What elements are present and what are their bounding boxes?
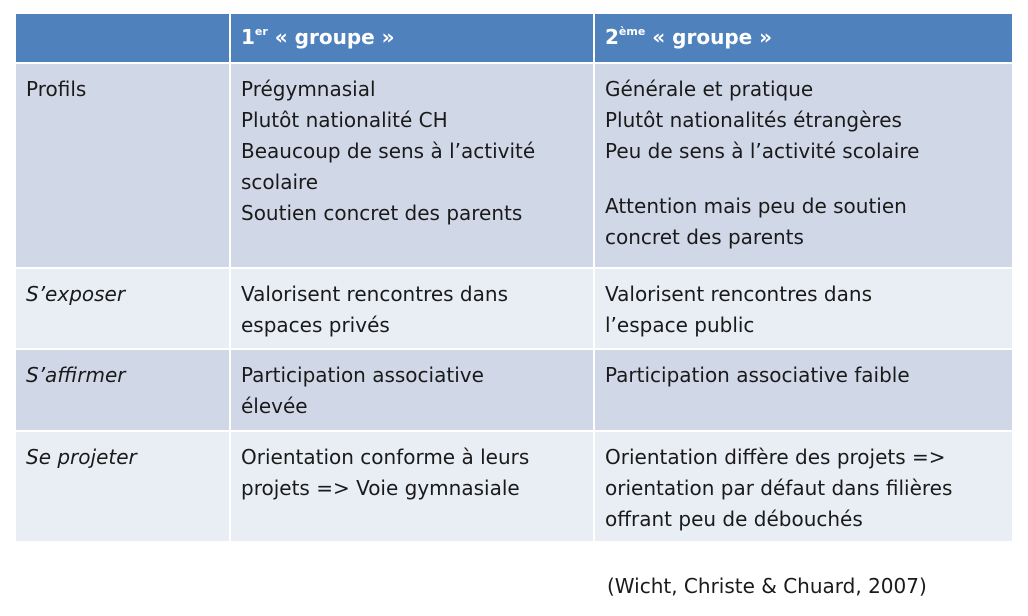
cell-line: l’espace public [605,313,755,337]
header-second-group-number: 2 [605,25,619,49]
cell-line: espaces privés [241,313,390,337]
cell-line: Valorisent rencontres dans [605,282,872,306]
cell-line: Peu de sens à l’activité scolaire [605,139,920,163]
table-header-row [16,14,1012,62]
header-first-group-text: « groupe » [267,25,395,49]
second-group-cell [595,269,1012,348]
cell-line: offrant peu de débouchés [605,507,863,531]
cell-line: Attention mais peu de soutien [605,194,907,218]
cell-line: élevée [241,394,308,418]
cell-line: Prégymnasial [241,77,376,101]
paragraph-gap [605,167,1002,191]
second-group-cell [595,64,1012,267]
first-group-cell [231,350,595,430]
table-row-saffirmer [16,348,1012,430]
cell-line: concret des parents [605,225,804,249]
cell-line: Plutôt nationalité CH [241,108,448,132]
header-first-group-number: 1 [241,25,255,49]
cell-line: Beaucoup de sens à l’activité [241,139,536,163]
first-group-cell [231,269,595,348]
cell-line: Orientation conforme à leurs [241,445,530,469]
header-second-group-suffix: ème [618,25,646,38]
second-group-cell [595,432,1012,541]
cell-line: scolaire [241,170,319,194]
citation: (Wicht, Christe & Chuard, 2007) [607,574,927,598]
first-group-cell [231,64,595,267]
header-first-group [231,14,595,62]
cell-line: Valorisent rencontres dans [241,282,508,306]
row-label: Se projeter [16,432,231,541]
comparison-table [16,14,1012,541]
cell-line: orientation par défaut dans filières [605,476,953,500]
table-row-seprojeter [16,430,1012,541]
row-label: Profils [16,64,231,267]
row-label: S’exposer [16,269,231,348]
cell-line: Plutôt nationalités étrangères [605,108,902,132]
second-group-cell [595,350,1012,430]
table-row-sexposer [16,267,1012,348]
table-row-profils [16,62,1012,267]
cell-line: Orientation diffère des projets => [605,445,946,469]
header-first-group-suffix: er [254,25,268,38]
header-empty-cell [16,14,231,62]
cell-line: Soutien concret des parents [241,201,523,225]
cell-line: projets => Voie gymnasiale [241,476,520,500]
header-second-group-text: « groupe » [645,25,773,49]
cell-line: Participation associative [241,363,484,387]
first-group-cell [231,432,595,541]
row-label: S’affirmer [16,350,231,430]
header-second-group [595,14,1012,62]
cell-line: Générale et pratique [605,77,814,101]
cell-line: Participation associative faible [605,363,910,387]
